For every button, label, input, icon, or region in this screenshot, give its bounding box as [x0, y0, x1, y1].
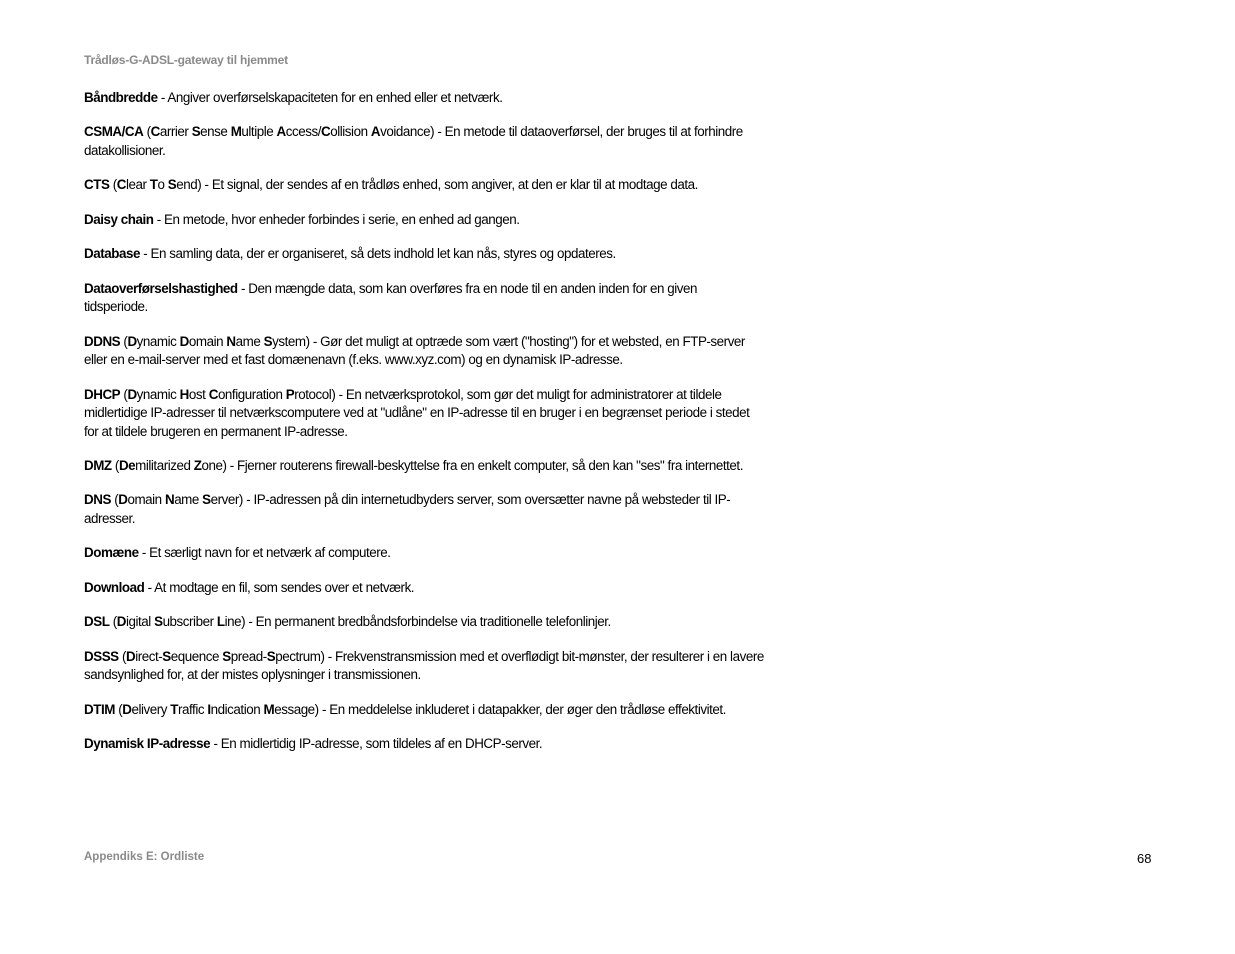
glossary-entry [84, 280, 764, 317]
glossary-definition: - Den mængde data, som kan overføres fra en node til en anden inden for en given tidsperiode. [84, 280, 697, 315]
glossary-entry [84, 457, 764, 476]
glossary-term: Domæne [84, 545, 139, 561]
glossary-definition: - Et signal, der sendes af en trådløs enhed, som angiver, at den er klar til at modtage data. [201, 177, 698, 193]
glossary-definition: - En samling data, der er organiseret, så dets indhold let kan nås, styres og opdateres. [139, 246, 616, 262]
glossary-entry [84, 491, 764, 528]
page-number: 68 [1137, 851, 1152, 866]
glossary-definition: - Fjerner routerens firewall-beskyttelse fra en enkelt computer, så den kan "ses" fra internettet. [226, 458, 743, 474]
glossary-term: Dataoverførselshastighed [84, 280, 238, 296]
glossary-definition: - Frekvenstransmission med et overflødigt bit-mønster, der resulterer i en lavere sandsynlighed for, at der mistes oplysninger i transmissionen. [84, 648, 764, 683]
glossary-entry [84, 613, 764, 632]
footer-section-title: Appendiks E: Ordliste [84, 851, 205, 863]
glossary-definition: - Angiver overførselskapaciteten for en enhed eller et netværk. [157, 90, 503, 105]
glossary-entry [84, 89, 764, 108]
glossary-definition: - En netværksprotokol, som gør det muligt for administratorer at tildele midlertidige IP-adresser til netværkscomputere ved at "udlåne" en IP-adresse til en bruger i en begrænset periode i stedet for at tildele brugeren en permanent IP-adresse. [84, 386, 750, 439]
glossary-definition: - En metode til dataoverførsel, der bruges til at forhindre datakollisioner. [84, 124, 743, 158]
glossary-entry [84, 648, 764, 685]
glossary-definition: - En meddelelse inkluderet i datapakker, der øger den trådløse effektivitet. [318, 701, 726, 717]
glossary-term: DNS (Domain Name Server) [84, 492, 243, 508]
glossary-definition: - At modtage en fil, som sendes over et netværk. [144, 579, 415, 595]
glossary-entry [84, 386, 764, 442]
glossary-term: CSMA/CA (Carrier Sense Multiple Access/Collision Avoidance) [84, 124, 435, 140]
glossary-definition: - IP-adressen på din internetudbyders server, som oversætter navne på websteder til IP-adresser. [84, 492, 731, 527]
glossary-entry [84, 176, 764, 195]
glossary-term: CTS (Clear To Send) [84, 177, 202, 193]
glossary-definition: - En permanent bredbåndsforbindelse via traditionelle telefonlinjer. [245, 614, 611, 630]
glossary-term: Daisy chain [84, 211, 154, 227]
glossary-term: DDNS (Dynamic Domain Name System) [84, 333, 310, 349]
glossary-entry [84, 544, 764, 563]
glossary-definition: - Et særligt navn for et netværk af computere. [138, 545, 391, 561]
glossary-term: DSSS (Direct-Sequence Spread-Spectrum) [84, 648, 325, 664]
glossary-term: DMZ (Demilitarized Zone) [84, 458, 227, 474]
glossary-entry [84, 123, 764, 160]
glossary-definition: - En metode, hvor enheder forbindes i serie, en enhed ad gangen. [153, 211, 520, 227]
glossary-term: DTIM (Delivery Traffic Indication Message) [84, 701, 319, 717]
glossary-entry [84, 701, 764, 720]
glossary-definition: - Gør det muligt at optræde som vært ("hosting") for et websted, en FTP-server eller en e-mail-server med et fast domænenavn (f.eks. www.xyz.com) og en dynamisk IP-adresse. [84, 333, 745, 368]
glossary-term: Download [84, 579, 145, 595]
glossary-list [84, 89, 764, 769]
glossary-term: Båndbredde [84, 90, 158, 105]
glossary-term: DHCP (Dynamic Host Configuration Protocol) [84, 386, 336, 402]
glossary-entry [84, 211, 764, 230]
glossary-term: DSL (Digital Subscriber Line) [84, 614, 246, 630]
glossary-term: Dynamisk IP-adresse [84, 736, 211, 752]
page-header: Trådløs-G-ADSL-gateway til hjemmet [84, 53, 288, 67]
glossary-term: Database [84, 246, 140, 262]
glossary-entry [84, 245, 764, 264]
glossary-definition: - En midlertidig IP-adresse, som tildeles af en DHCP-server. [210, 736, 543, 752]
glossary-entry [84, 579, 764, 598]
glossary-entry [84, 333, 764, 370]
glossary-entry [84, 735, 764, 754]
